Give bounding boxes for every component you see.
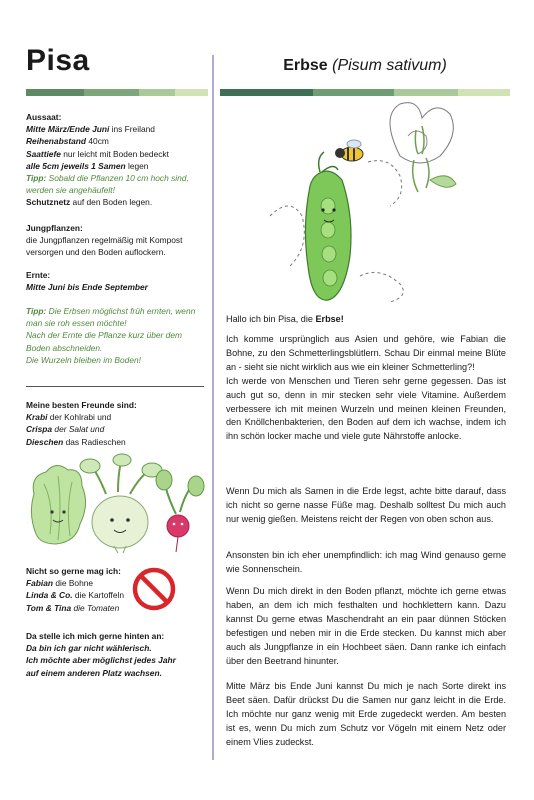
ernte-heading: Ernte: [26,270,51,280]
pea-pod-icon [305,152,351,300]
lettuce-icon [31,465,85,544]
story-paragraph-1: Ich komme ursprünglich aus Asien und gehöre, wie Fabian die Bohne, zu den Schmetterlingsblütlern. Schau Dir einmal meine Blüte an - sieht sie nicht wirklich aus wie ein kleiner Schmetterling?! Ich werde von Menschen und Tieren sehr gerne gegessen. Das ist auch gut so, denn in mir stecken sehr viele Vitamine. Außerdem verbessere ich mit meinen Wurzeln und meinen kleinen Freunden, den Knöllchenbakterien, den Boden auf dem ich wachse, indem ich ihn schön locker mache und viele gute Nährstoffe anlocke. [226,334,506,442]
story-paragraph-3: Ansonsten bin ich eher unempfindlich: ich mag Wind genauso gerne wie Sonnenschein. [226,550,506,574]
jungpflanzen-section [26,222,208,259]
jungpflanzen-heading: Jungpflanzen: [26,223,83,233]
plant-title [220,57,510,75]
plant-latin-name: (Pisum sativum) [332,57,447,74]
not-liked-section [26,565,208,614]
tipp2-line-3: Die Wurzeln bleiben im Boden! [26,354,141,365]
not-liked-item: Tom & Tina die Tomaten [26,602,120,613]
story-paragraph-2: Wenn Du mich als Samen in die Erde legst, achte bitte darauf, dass ich nicht so gerne nasse Füße mag. Deshalb solltest Du mich auch nur wenig gießen. Meistens reicht der Regen von oben schon aus. [226,486,506,524]
radish-icon [156,470,204,552]
bee-icon [335,140,363,161]
position-line: Ich möchte aber möglichst jedes Jahr [26,655,176,666]
tipp2-line-1: Tipp: Die Erbsen möglichst früh ernten, wenn man sie roh essen möchte! [26,306,196,329]
section-rule [26,386,204,387]
position-line: Da bin ich gar nicht wählerisch. [26,643,152,654]
position-heading: Da stelle ich mich gerne hinten an: [26,631,165,641]
column-divider [212,55,214,760]
aussaat-line-3: Saattiefe nur leicht mit Boden bedeckt [26,148,169,159]
aussaat-section [26,111,208,209]
jungpflanzen-text: die Jungpflanzen regelmäßig mit Kompost versorgen und den Boden auflockern. [26,235,183,258]
friend-item: Crispa der Salat und [26,424,105,435]
kohlrabi-icon [80,454,162,553]
position-line: auf einem anderen Platz wachsen. [26,667,162,678]
not-liked-item: Linda & Co. die Kartoffeln [26,590,125,601]
aussaat-line-6: Schutznetz auf den Boden legen. [26,197,153,208]
tipp2-line-2: Nach der Ernte die Pflanze kurz über dem Boden abschneiden. [26,330,182,353]
tipp2-section [26,305,208,366]
aussaat-tip: Tipp: Sobald die Pflanzen 10 cm hoch sind, werden sie angehäufelt! [26,173,189,196]
pea-flower-icon [390,103,456,192]
friends-illustration [26,454,206,554]
aussaat-line-2: Reihenabstand 40cm [26,136,109,147]
friends-heading: Meine besten Freunde sind: [26,400,137,410]
aussaat-line-1: Mitte März/Ende Juni ins Freiland [26,124,155,135]
friend-item: Krabi der Kohlrabi und [26,412,112,423]
not-liked-item: Fabian die Bohne [26,578,94,589]
prohibited-icon [132,567,176,611]
friend-item: Dieschen das Radieschen [26,436,126,447]
header-stripe-left [26,89,208,96]
story-paragraph-4: Wenn Du mich direkt in den Boden pflanzt, möchte ich gerne etwas haben, an dem ich mich festhalten und hochklettern kann. Dazu kannst Du gerne etwas Maschendraht an ein paar dünnen Stöcken befestigen und neben mir in die Erde stecken. Du kannst mich aber auch als Jungpflanze in ein Hochbeet säen. Dann ranke ich einfach über den Beetrand hinunter. [226,586,506,666]
ernte-text: Mitte Juni bis Ende September [26,282,148,293]
header-stripe-right [220,89,510,96]
aussaat-heading: Aussaat: [26,112,62,122]
position-section [26,630,208,679]
story-paragraph-5: Mitte März bis Ende Juni kannst Du mich je nach Sorte direkt ins Beet säen. Dafür drückst Du die Samen nur ganz leicht in die Erde. Ich möchte nur ganz wenig mit Erde zugedeckt werden. Am besten ist es, wenn Du mich zum Schutz vor Vögeln mit einem Netz oder einem Vlies zudeckst. [226,681,506,747]
pea-illustration [250,96,500,306]
plant-common-name: Erbse [283,57,328,74]
aussaat-line-4: alle 5cm jeweils 1 Samen legen [26,160,149,171]
not-liked-heading: Nicht so gerne mag ich: [26,566,121,576]
ernte-section [26,269,208,293]
page-title: Pisa [26,44,90,77]
story-greeting: Hallo ich bin Pisa, die Erbse! [226,314,344,324]
friends-section [26,399,208,448]
